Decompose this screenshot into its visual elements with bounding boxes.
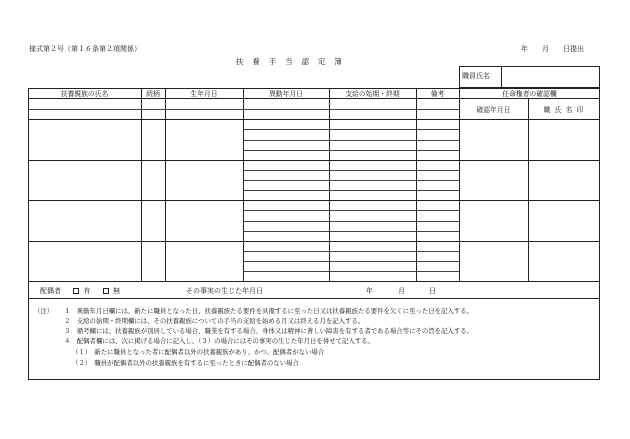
col-confirmation-date: 確認年月日	[476, 105, 511, 114]
col-dependent-name: 扶養親族の氏名	[60, 90, 109, 98]
col-birth-date: 生年月日	[190, 90, 218, 98]
notes-marker: （注）	[34, 307, 54, 315]
fact-day-label: 日	[429, 287, 436, 295]
header-sub-line	[28, 109, 459, 110]
staff-name-label: 職員氏名	[462, 72, 490, 80]
sub-rule-line	[243, 170, 459, 171]
col-change-date: 異動年月日	[269, 90, 303, 98]
group-line-3	[28, 241, 600, 242]
group-line-1	[28, 160, 600, 161]
col-confirmation-group: 任命権者の確認欄	[502, 90, 557, 98]
date-submitted-label: 年 月 日提出	[521, 45, 584, 53]
col-divider-1	[141, 88, 142, 281]
sub-rule-line	[243, 129, 459, 130]
staff-name-field[interactable]	[503, 68, 598, 86]
sub-rule-line	[243, 271, 459, 272]
note-item-3: ３ 備考欄には、扶養親族が別居している場合、職業を有する場合、身体又は精神に著しい障害を有する者である場合等にその旨を記入する。	[64, 327, 473, 335]
table-bottom-line	[28, 281, 600, 282]
col-payment-period: 支給の始期・終期	[345, 90, 400, 98]
note-item-4: ４ 配偶者欄には、次に掲げる場合に記入し、（３）の場合にはその事実の生じた年月日を併せて記入する。	[64, 337, 374, 345]
form-label: 様式第２号（第１６条第２項関係）	[29, 45, 141, 53]
fact-month-label: 月	[398, 287, 405, 295]
sub-rule-line	[243, 261, 459, 262]
sub-rule-line	[243, 221, 459, 222]
sub-rule-line	[243, 190, 459, 191]
header-bottom-line	[28, 119, 600, 120]
spouse-no-checkbox[interactable]	[103, 288, 109, 294]
note-item-2: ２ 支給の始期・終期欄には、その扶養親族についての手当の支給を始める月又は終える月を記入する。	[64, 317, 365, 325]
sub-rule-line	[243, 251, 459, 252]
note-item-1: １ 異動年月日欄には、新たに職員となった日、扶養親族たる要件を具備するに至った日又は扶養親族たる要件を欠くに至った日を記入する。	[64, 307, 473, 315]
staff-name-divider	[501, 66, 502, 88]
spouse-yes-label: 有	[83, 287, 91, 295]
group-line-2	[28, 200, 600, 201]
spouse-yes-checkbox[interactable]	[73, 288, 79, 294]
spouse-field	[40, 287, 120, 296]
col-divider-7	[528, 98, 529, 281]
sub-rule-line	[243, 150, 459, 151]
spouse-row-bottom-line	[28, 298, 600, 299]
col-official-seal: 職 氏 名 印	[543, 105, 585, 114]
page-title: 扶養手当認定簿	[236, 57, 351, 66]
fact-year-label: 年	[366, 287, 373, 295]
note-sub-item-2: （２） 職員が配偶者以外の扶養親族を有するに至ったときに配偶者のない場合	[72, 359, 299, 367]
sub-rule-line	[243, 231, 459, 232]
sub-rule-line	[243, 140, 459, 141]
col-remarks: 備考	[430, 90, 445, 98]
col-divider-2	[165, 88, 166, 281]
spouse-no-label: 無	[112, 287, 120, 295]
note-sub-item-1: （１） 新たに職員となった者に配偶者以外の扶養親族があり、かつ、配偶者がない場合	[72, 348, 325, 356]
sub-rule-line	[243, 210, 459, 211]
col-divider-5	[416, 88, 417, 281]
spouse-label: 配偶者	[40, 287, 61, 295]
sub-rule-line	[243, 180, 459, 181]
col-divider-4	[329, 88, 330, 281]
fact-date-label: その事実の生じた年月日	[186, 287, 263, 295]
col-relationship: 続柄	[146, 90, 160, 98]
col-divider-3	[243, 88, 244, 281]
